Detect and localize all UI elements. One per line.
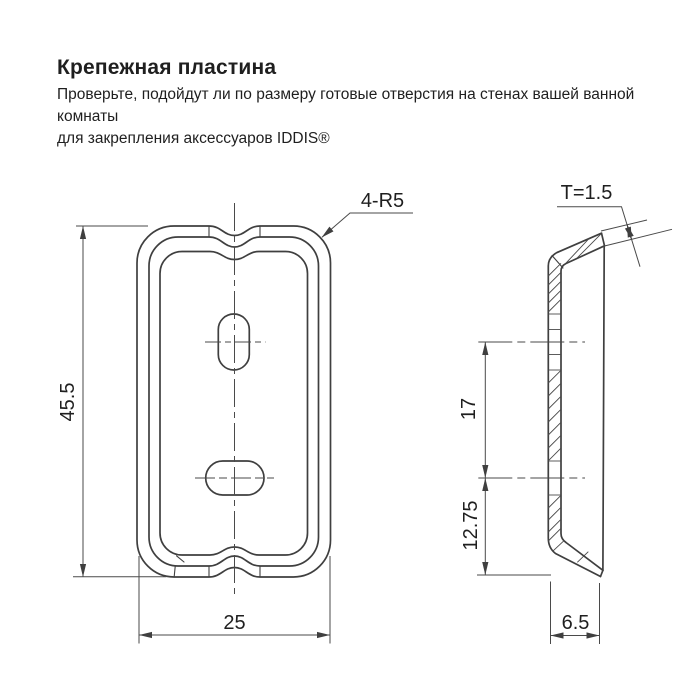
hatch-line — [548, 495, 561, 508]
side-hatching — [548, 234, 601, 562]
front-outline — [137, 226, 331, 577]
bottom-flange-tip-face — [601, 570, 603, 576]
hatch-line — [548, 383, 561, 396]
hatch-line — [548, 396, 561, 409]
front-height-label: 45.5 — [57, 382, 79, 422]
thickness-arrow — [628, 227, 632, 240]
side-depth-dimension — [551, 582, 600, 645]
side-view — [458, 182, 672, 644]
subtitle-line-1: Проверьте, подойдут ли по размеру готовые отверстия на стенах вашей ванной комнаты — [57, 86, 635, 125]
side-outline — [548, 233, 604, 576]
corner-bend-tick — [177, 556, 185, 562]
side-hole-spacing-dimension — [458, 343, 485, 478]
hole-spacing-label: 17 — [458, 397, 480, 421]
hatch-line — [548, 435, 561, 448]
side-slot-projection-lines — [548, 314, 561, 495]
top-flange-tip-face — [602, 233, 605, 246]
hatch-line — [548, 409, 561, 422]
hatch-line — [566, 239, 589, 264]
thickness-label: T=1.5 — [560, 182, 613, 204]
thickness-extension-line — [605, 229, 673, 246]
depth-label: 6.5 — [561, 612, 590, 634]
corner-radius-label: 4-R5 — [360, 190, 405, 212]
outer-contour — [137, 226, 331, 577]
corner-bend-tick — [174, 567, 175, 577]
hatch-line — [548, 422, 561, 435]
side-centerlines — [478, 342, 585, 478]
inner-contour — [160, 252, 308, 556]
page-title: Крепежная пластина — [57, 56, 277, 79]
subtitle-line-2: для закрепления аксессуаров IDDIS® — [57, 130, 330, 147]
hatch-line — [553, 541, 564, 551]
hatch-line — [548, 370, 561, 383]
front-width-label: 25 — [223, 612, 246, 634]
middle-contour — [149, 237, 319, 566]
front-radius-callout — [322, 190, 413, 237]
front-view — [57, 190, 413, 644]
hatch-line — [577, 234, 601, 258]
hatch-line — [548, 507, 561, 520]
thickness-extension-line — [601, 220, 647, 231]
hatch-line — [548, 448, 561, 461]
front-centerlines — [195, 203, 274, 597]
side-lower-offset-dimension — [460, 479, 551, 576]
flange-edge-projection — [603, 247, 604, 571]
section-inner-edge — [561, 246, 605, 571]
leader-line — [322, 213, 413, 237]
lower-offset-label: 12.75 — [460, 500, 482, 551]
bend-tangent-tick — [552, 256, 563, 269]
